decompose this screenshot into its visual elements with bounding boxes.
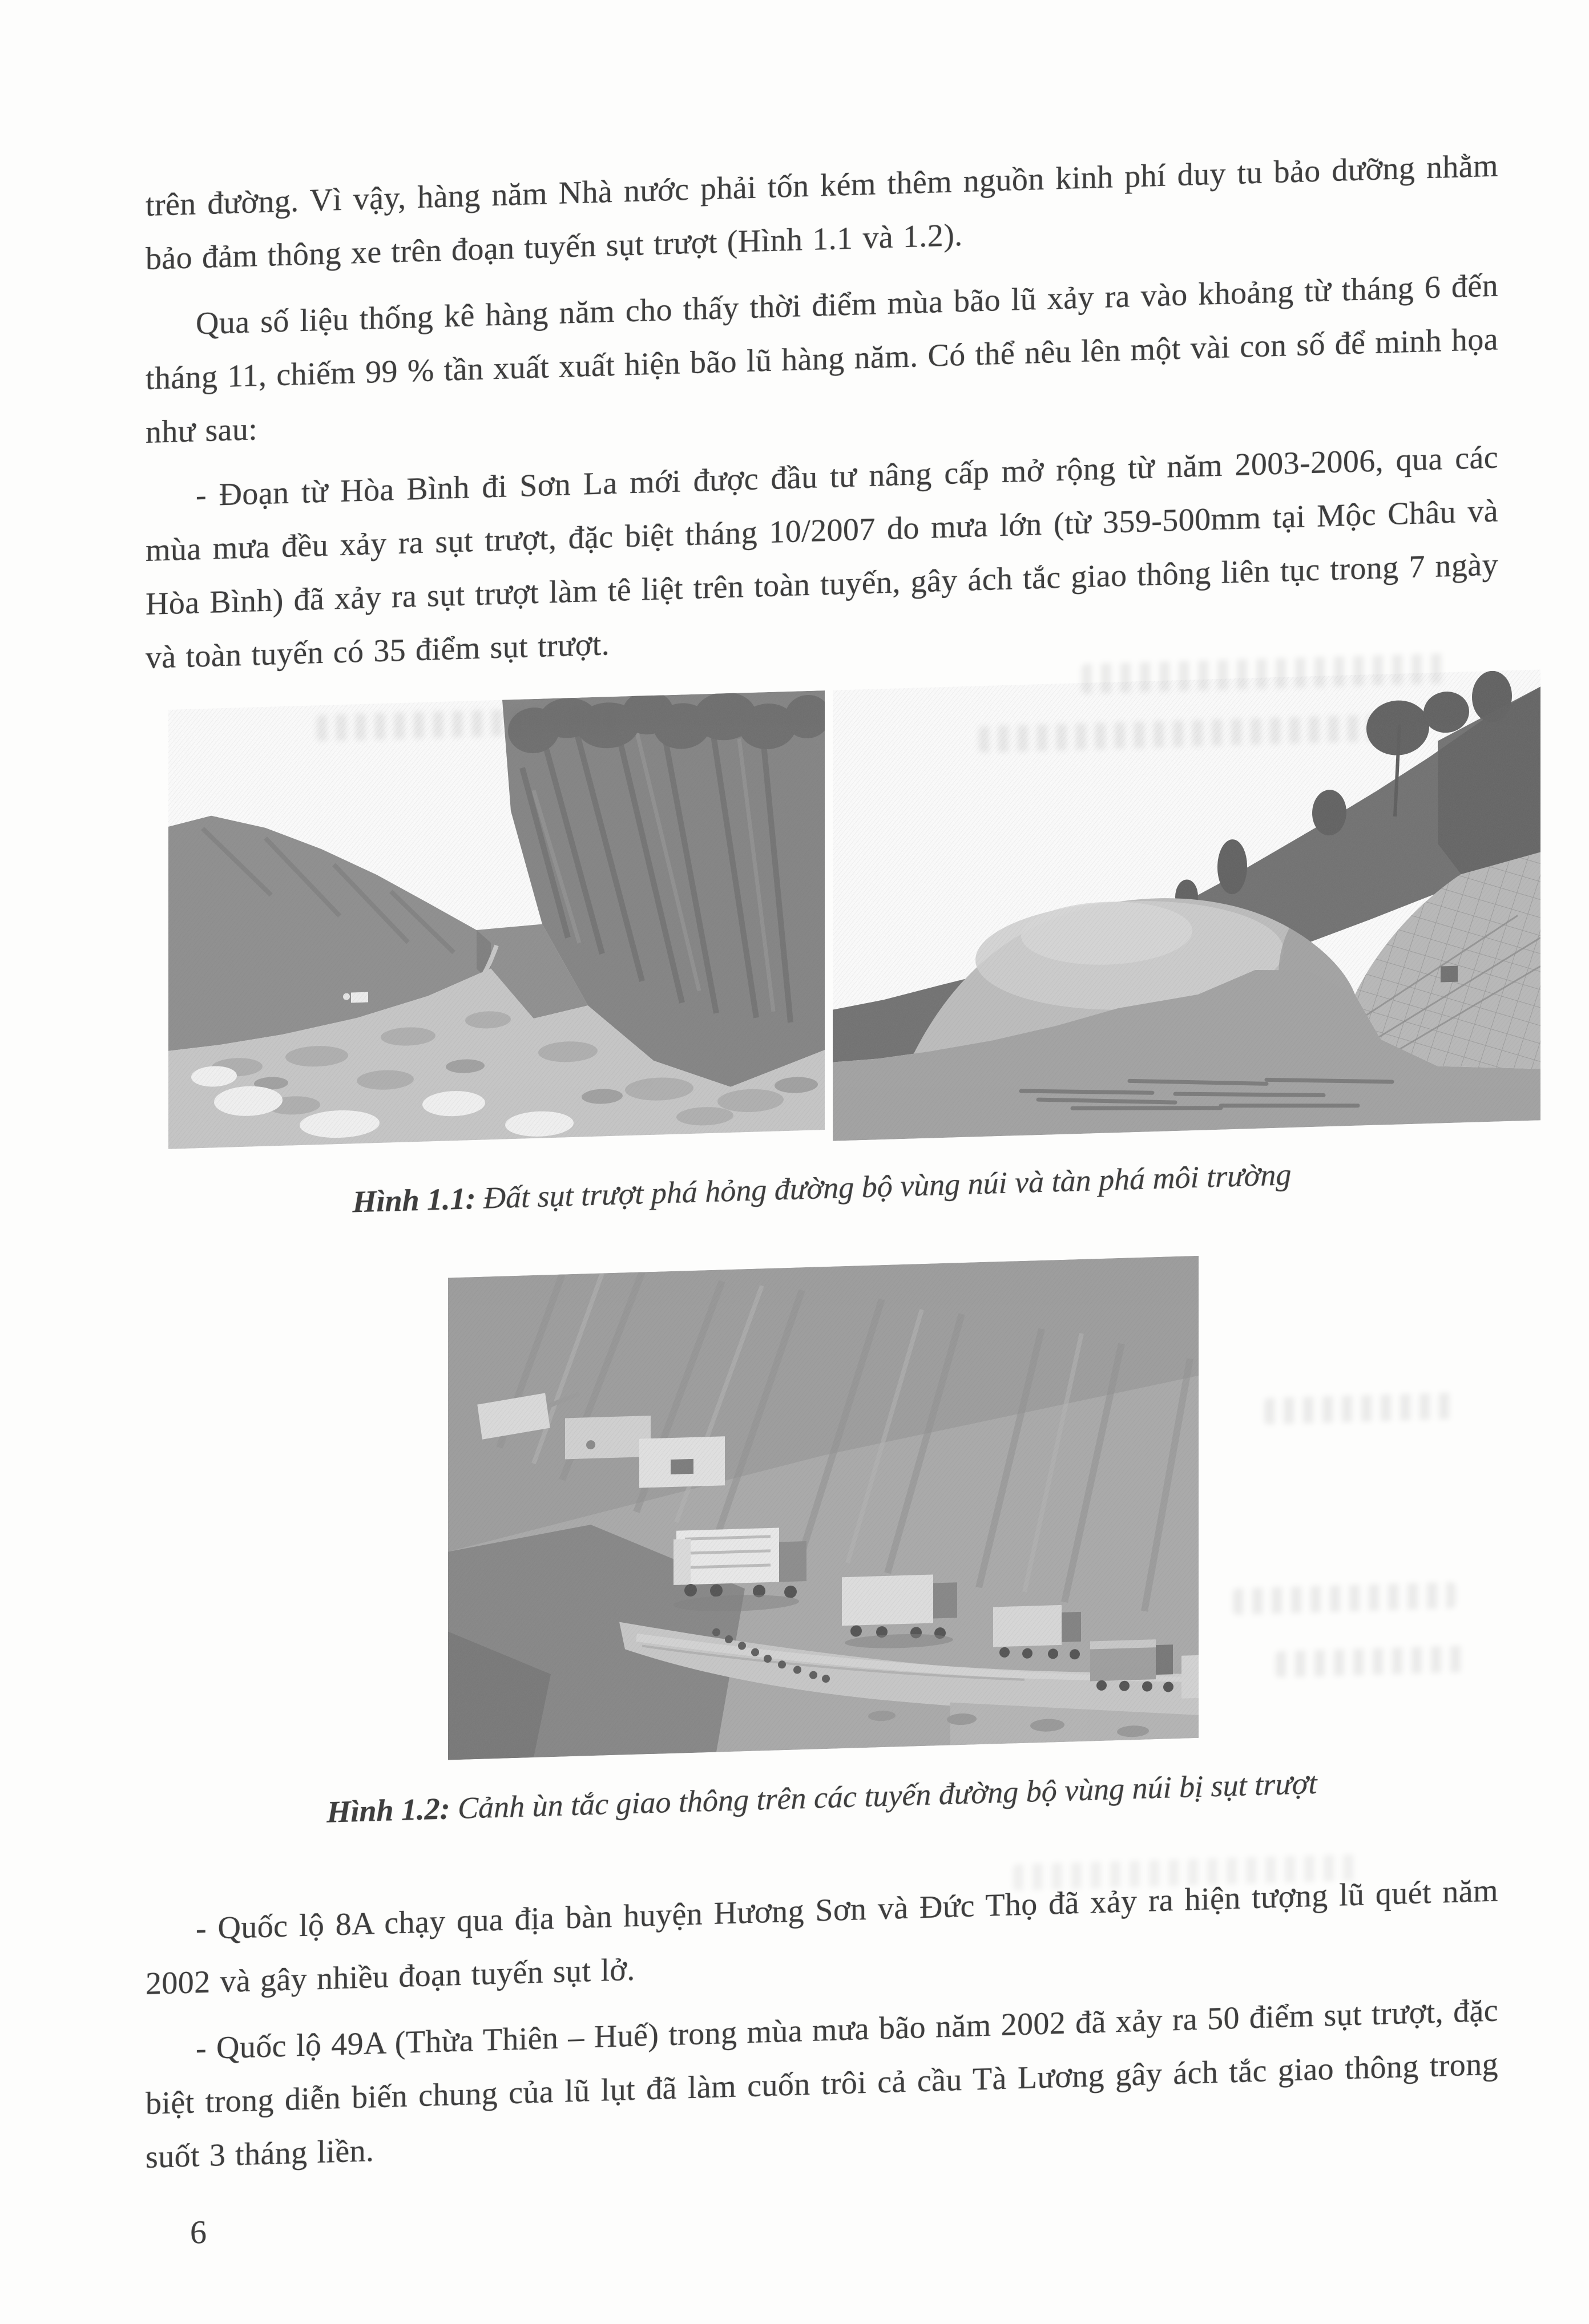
figure-1-1-caption — [146, 1148, 1498, 1228]
figure-1-1-label: Hình 1.1: — [352, 1181, 476, 1219]
bleed-through-artifact — [1276, 1646, 1464, 1678]
traffic-jam-photo — [448, 1256, 1199, 1760]
page-number: 6 — [190, 2213, 207, 2251]
paragraph-storm-statistics: Qua số liệu thống kê hàng năm cho thấy thời điểm mùa bão lũ xảy ra vào khoảng từ tháng 6 đến tháng 11, chiếm 99 % tần xuất xuất hiện bão lũ hàng năm. Có thể nêu lên một vài con số để minh họa như sau: — [146, 268, 1498, 450]
landslide-valley-photo — [168, 690, 825, 1149]
bleed-through-artifact — [1233, 1582, 1455, 1615]
figure-1-1-text: Đất sụt trượt phá hỏng đường bộ vùng núi và tàn phá môi trường — [483, 1157, 1292, 1215]
bleed-through-artifact — [1264, 1393, 1453, 1425]
bullet-hoa-binh-son-la: - Đoạn từ Hòa Bình đi Sơn La mới được đầu tư nâng cấp mở rộng từ năm 2003-2006, qua các mùa mưa đều xảy ra sụt trượt, đặc biệt tháng 10/2007 do mưa lớn (từ 359-500mm tại Mộc Châu và Hòa Bình) đã xảy ra sụt trượt làm tê liệt trên toàn tuyến, gây ách tắc giao thông liên tục trong 7 ngày và toàn tuyến có 35 điểm sụt trượt. — [146, 439, 1498, 676]
figure-1-2-caption — [146, 1757, 1498, 1837]
figure-1-1-photos — [168, 669, 1540, 1161]
paragraph-intro-continuation: trên đường. Vì vậy, hàng năm Nhà nước phải tốn kém thêm nguồn kinh phí duy tu bảo dưỡng nhằm bảo đảm thông xe trên đoạn tuyến sụt trượt (Hình 1.1 và 1.2). — [146, 148, 1498, 277]
bullet-quoc-lo-49a: - Quốc lộ 49A (Thừa Thiên – Huế) trong mùa mưa bão năm 2002 đã xảy ra 50 điểm sụt trượt, đặc biệt trong diễn biến chung của lũ lụt đã làm cuốn trôi cả cầu Tà Lương gây ách tắc giao thông trong suốt 3 tháng liền. — [146, 1992, 1498, 2175]
page-content — [146, 0, 1498, 2324]
figure-1-2-text: Cảnh ùn tắc giao thông trên các tuyến đường bộ vùng núi bị sụt trượt — [458, 1765, 1317, 1825]
landslide-scar-photo — [833, 669, 1540, 1141]
bullet-quoc-lo-8a: - Quốc lộ 8A chạy qua địa bàn huyện Hương Sơn và Đức Thọ đã xảy ra hiện tượng lũ quét năm 2002 và gây nhiều đoạn tuyến sụt lở. — [146, 1873, 1498, 2002]
figure-1-2-label: Hình 1.2: — [326, 1791, 450, 1829]
